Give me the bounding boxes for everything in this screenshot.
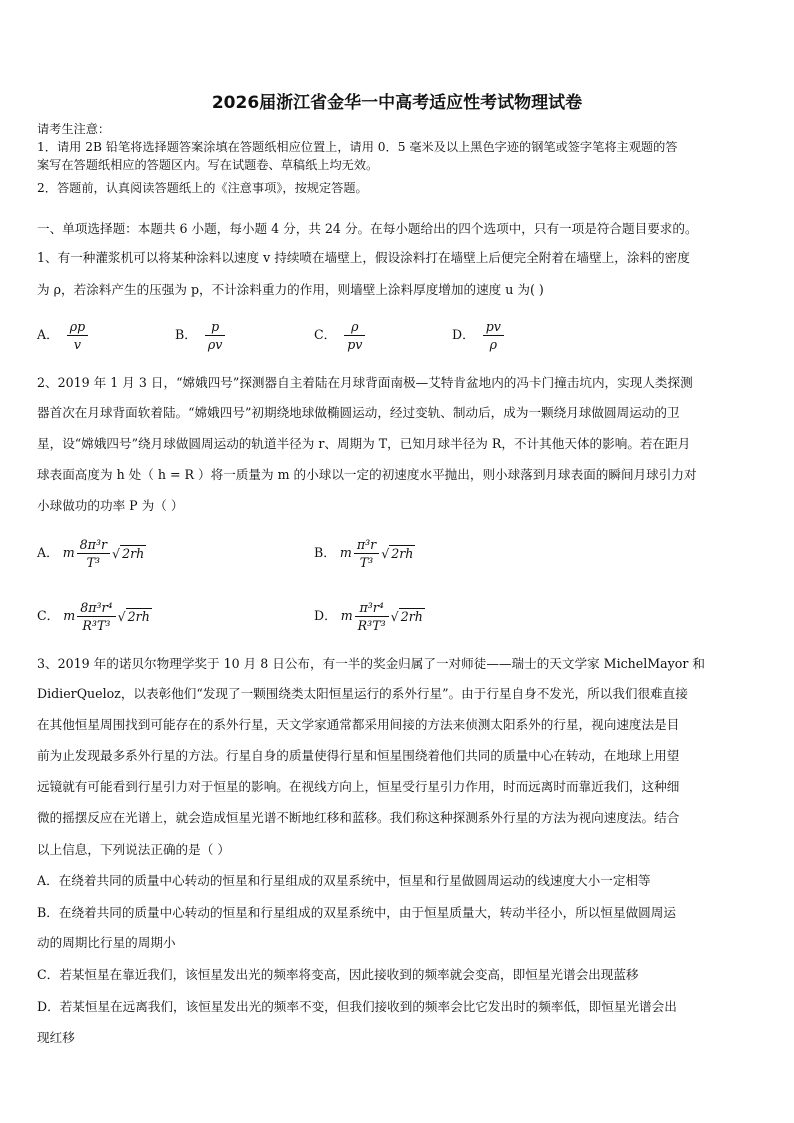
- q2-option-a[interactable]: [37, 536, 146, 571]
- mass-symbol: m: [63, 608, 76, 623]
- fraction-denominator: v: [73, 337, 81, 352]
- q3-option-c[interactable]: C．若某恒星在靠近我们，该恒星发出光的频率将变高，因此接收到的频率就会变高，即恒星光谱会出现蓝移: [37, 967, 639, 982]
- notice-item-1a: 1．请用 2B 铅笔将选择题答案涂填在答题纸相应位置上，请用 0．5 毫米及以上黑色字迹的钢笔或签字笔将主观题的答: [37, 140, 678, 154]
- option-fraction: [77, 599, 115, 634]
- option-fraction: [483, 318, 504, 353]
- option-label: D．: [314, 608, 337, 623]
- fraction-denominator: R³T³: [82, 618, 111, 633]
- option-label: B．: [314, 545, 336, 560]
- q2-option-d[interactable]: [314, 599, 425, 634]
- fraction-denominator: T³: [86, 555, 101, 570]
- q2-line-2: 器首次在月球背面软着陆。“嫦娥四号”初期绕地球做椭圆运动，经过变轨、制动后，成为一颗绕月球做圆周运动的卫: [37, 405, 680, 420]
- mass-symbol: m: [339, 545, 352, 560]
- option-fraction: [344, 318, 365, 353]
- option-fraction: [205, 318, 226, 353]
- square-root: √ 2rh: [390, 609, 423, 624]
- fraction-denominator: T³: [359, 555, 374, 570]
- q1-option-a[interactable]: [37, 318, 88, 353]
- mass-symbol: m: [340, 608, 353, 623]
- fraction-numerator: π³r: [354, 536, 379, 554]
- option-label: A．: [37, 545, 59, 560]
- q1-line-1: 1、有一种灌浆机可以将某种涂料以速度 v 持续喷在墙壁上，假设涂料打在墙壁上后便完全附着在墙壁上，涂料的密度: [37, 250, 690, 265]
- q2-line-4: 球表面高度为 h 处（ h = R ）将一质量为 m 的小球以一定的初速度水平抛出，则小球落到月球表面的瞬间月球引力对: [37, 467, 697, 482]
- notice-item-2: 2．答题前，认真阅读答题纸上的《注意事项》，按规定答题。: [37, 181, 368, 195]
- q3-line: 3、2019 年的诺贝尔物理学奖于 10 月 8 日公布，有一半的奖金归属了一对师徒——瑞士的天文学家 MichelMayor 和: [37, 656, 705, 671]
- q3-option-b[interactable]: B．在绕着共同的质量中心转动的恒星和行星组成的双星系统中，由于恒星质量大，转动半径小，所以恒星做圆周运: [37, 905, 676, 920]
- q3-line: 前为止发现最多系外行星的方法。行星自身的质量使得行星和恒星围绕着他们共同的质量中心在转动，在地球上用望: [37, 748, 680, 763]
- q3-option-a[interactable]: A．在绕着共同的质量中心转动的恒星和行星组成的双星系统中，恒星和行星做圆周运动的线速度大小一定相等: [37, 873, 651, 888]
- radicand: 2rh: [400, 609, 423, 624]
- fraction-numerator: 8π³r⁴: [77, 599, 115, 617]
- mass-symbol: m: [62, 545, 75, 560]
- q3-line: 远镜就有可能看到行星引力对于恒星的影响。在视线方向上，恒星受行星引力作用，时而远离时而靠近我们，这种细: [37, 779, 680, 794]
- option-label: C．: [37, 608, 60, 623]
- q3-line: DidierQueloz，以表彰他们“发现了一颗围绕类太阳恒星运行的系外行星”。由于行星自身不发光，所以我们很难直接: [37, 686, 688, 701]
- fraction-denominator: R³T³: [357, 618, 386, 633]
- q3-line: 微的摇摆反应在光谱上，就会造成恒星光谱不断地红移和蓝移。我们称这种探测系外行星的方法为视向速度法。结合: [37, 810, 680, 825]
- page-title: 2026届浙江省金华一中高考适应性考试物理试卷: [211, 93, 583, 113]
- q3-line: 在其他恒星周围找到可能存在的系外行星，天文学家通常都采用间接的方法来侦测太阳系外的行星，视向速度法是目: [37, 717, 680, 732]
- fraction-denominator: pv: [347, 337, 363, 352]
- fraction-numerator: ρ: [344, 318, 365, 336]
- fraction-numerator: π³r⁴: [355, 599, 389, 617]
- option-fraction: [355, 599, 389, 634]
- notice-heading: 请考生注意：: [37, 122, 111, 136]
- fraction-numerator: p: [205, 318, 226, 336]
- q2-option-c[interactable]: [37, 599, 152, 634]
- q2-line-3: 星，设“嫦娥四号”绕月球做圆周运动的轨道半径为 r、周期为 T，已知月球半径为 R，不计其他天体的影响。若在距月: [37, 436, 691, 451]
- option-label: B．: [175, 327, 197, 342]
- radicand: 2rh: [127, 609, 150, 624]
- q1-line-2: 为 ρ，若涂料产生的压强为 p，不计涂料重力的作用，则墙壁上涂料厚度增加的速度 u 为( ): [37, 282, 544, 297]
- q2-line-5: 小球做功的功率 P 为（ ）: [37, 498, 184, 513]
- q2-option-b[interactable]: [314, 536, 415, 571]
- q3-option-d-cont: 现红移: [37, 1030, 75, 1045]
- q2-line-1: 2、2019 年 1 月 3 日，“嫦娥四号”探测器自主着陆在月球背面南极—艾特肯盆地内的冯卡门撞击坑内，实现人类探测: [37, 375, 693, 390]
- q3-line: 以上信息，下列说法正确的是（ ）: [37, 842, 230, 857]
- section-heading: 一、单项选择题：本题共 6 小题，每小题 4 分，共 24 分。在每小题给出的四个选项中，只有一项是符合题目要求的。: [37, 221, 698, 236]
- option-label: A．: [37, 327, 59, 342]
- square-root: √ 2rh: [117, 609, 150, 624]
- radicand: 2rh: [391, 546, 414, 561]
- fraction-numerator: ρp: [67, 318, 88, 336]
- q1-option-c[interactable]: [314, 318, 365, 353]
- q3-option-d[interactable]: D．若某恒星在远离我们，该恒星发出光的频率不变，但我们接收到的频率会比它发出时的频率低，即恒星光谱会出: [37, 999, 677, 1014]
- fraction-denominator: ρv: [207, 337, 223, 352]
- q3-option-b-cont: 动的周期比行星的周期小: [37, 935, 176, 950]
- fraction-numerator: pv: [483, 318, 504, 336]
- square-root: √ 2rh: [112, 546, 145, 561]
- option-fraction: [67, 318, 88, 353]
- option-fraction: [354, 536, 379, 571]
- notice-item-1b: 案写在答题纸相应的答题区内。写在试题卷、草稿纸上均无效。: [37, 158, 379, 172]
- square-root: √ 2rh: [381, 546, 414, 561]
- fraction-denominator: ρ: [489, 337, 497, 352]
- radicand: 2rh: [122, 546, 145, 561]
- fraction-numerator: 8π³r: [77, 536, 110, 554]
- q1-option-b[interactable]: [175, 318, 225, 353]
- option-fraction: [77, 536, 110, 571]
- option-label: C．: [314, 327, 337, 342]
- option-label: D．: [452, 327, 475, 342]
- q1-option-d[interactable]: [452, 318, 504, 353]
